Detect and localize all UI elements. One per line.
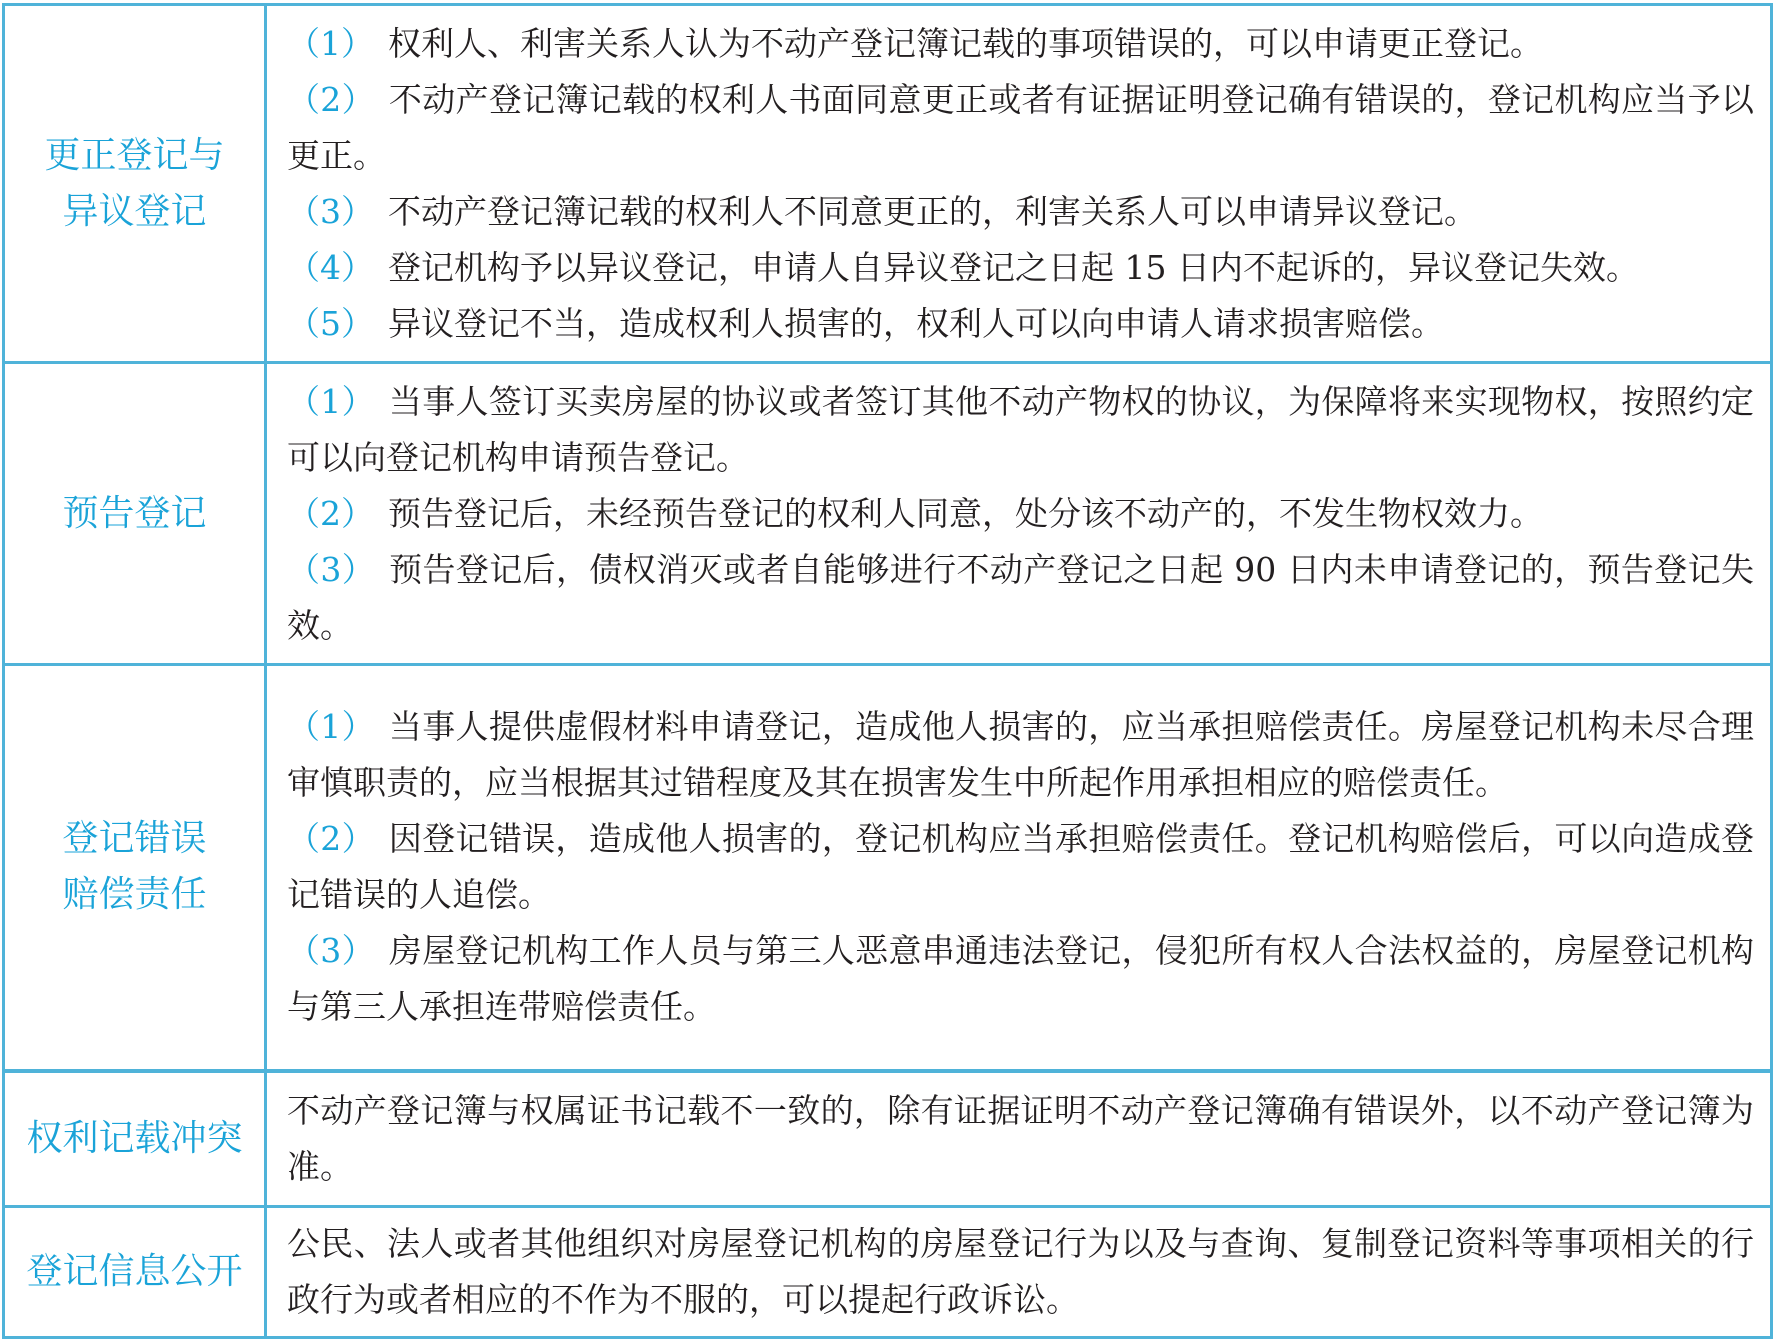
clause-item [287, 16, 1754, 72]
registration-rules-table [2, 3, 1773, 1339]
clause-number: （2） [287, 493, 374, 533]
clause-item [287, 296, 1754, 352]
table-row [4, 1207, 1772, 1338]
clause-text: 预告登记后，债权消灭或者自能够进行不动产登记之日起 90 日内未申请登记的，预告登记失效。 [287, 549, 1754, 645]
clause-number: （3） [287, 931, 375, 971]
clause-item [287, 184, 1754, 240]
topic-label-line: 登记信息公开 [26, 1251, 243, 1292]
clause-text: 异议登记不当，造成权利人损害的，权利人可以向申请人请求损害赔偿。 [388, 303, 1444, 343]
clause-number: （1） [287, 23, 374, 63]
clause-item [287, 240, 1754, 296]
clause-text: 不动产登记簿记载的权利人不同意更正的，利害关系人可以申请异议登记。 [388, 191, 1477, 231]
clause-text: 房屋登记机构工作人员与第三人恶意串通违法登记，侵犯所有权人合法权益的，房屋登记机构与第三人承担连带赔偿责任。 [287, 931, 1754, 1027]
clause-number: （3） [287, 191, 374, 231]
clause-item [287, 699, 1754, 811]
clause-item [287, 542, 1754, 654]
topic-label-line: 赔偿责任 [62, 874, 207, 916]
clause-number: （5） [287, 303, 374, 343]
clause-text: 当事人签订买卖房屋的协议或者签订其他不动产物权的协议，为保障将来实现物权，按照约定可以向登记机构申请预告登记。 [287, 381, 1754, 477]
topic-cell-advance-notice [4, 363, 266, 665]
clause-number: （3） [287, 549, 376, 589]
topic-label-line: 登记错误 [62, 818, 207, 860]
row-text: 公民、法人或者其他组织对房屋登记机构的房屋登记行为以及与查询、复制登记资料等事项相关的行政行为或者相应的不作为不服的，可以提起行政诉讼。 [287, 1224, 1754, 1319]
content-cell [266, 363, 1772, 665]
topic-label-line: 更正登记与 [44, 134, 225, 176]
row-text: 不动产登记簿与权属证书记载不一致的，除有证据证明不动产登记簿确有错误外，以不动产登记簿为准。 [287, 1090, 1754, 1186]
clause-item [287, 374, 1754, 486]
clause-number: （2） [287, 79, 375, 119]
table-row [4, 665, 1772, 1071]
topic-label-line: 预告登记 [62, 492, 207, 534]
content-cell [266, 1207, 1772, 1338]
clause-item [287, 811, 1754, 923]
clause-number: （4） [287, 247, 374, 287]
topic-cell-record-conflict [4, 1071, 266, 1207]
clause-text: 权利人、利害关系人认为不动产登记簿记载的事项错误的，可以申请更正登记。 [388, 23, 1543, 63]
table-row [4, 5, 1772, 363]
clause-number: （1） [287, 707, 375, 747]
clause-number: （2） [287, 819, 375, 859]
clause-number: （1） [287, 381, 375, 421]
content-cell [266, 665, 1772, 1071]
clause-text: 预告登记后，未经预告登记的权利人同意，处分该不动产的，不发生物权效力。 [388, 493, 1543, 533]
clause-text: 当事人提供虚假材料申请登记，造成他人损害的，应当承担赔偿责任。房屋登记机构未尽合理审慎职责的，应当根据其过错程度及其在损害发生中所起作用承担相应的赔偿责任。 [287, 707, 1754, 803]
topic-label-line: 权利记载冲突 [26, 1117, 243, 1159]
topic-label-line: 异议登记 [62, 190, 207, 232]
clause-item [287, 72, 1754, 184]
table-row [4, 363, 1772, 665]
content-cell [266, 1071, 1772, 1207]
clause-text: 登记机构予以异议登记，申请人自异议登记之日起 15 日内不起诉的，异议登记失效。 [388, 247, 1639, 287]
clause-item [287, 923, 1754, 1035]
clause-text: 不动产登记簿记载的权利人书面同意更正或者有证据证明登记确有错误的，登记机构应当予以更正。 [287, 79, 1754, 175]
topic-cell-correction-objection [4, 5, 266, 363]
topic-cell-information-disclosure [4, 1207, 266, 1338]
clause-item [287, 486, 1754, 542]
clause-text: 因登记错误，造成他人损害的，登记机构应当承担赔偿责任。登记机构赔偿后，可以向造成登记错误的人追偿。 [287, 819, 1754, 915]
table-row [4, 1071, 1772, 1207]
content-cell [266, 5, 1772, 363]
registration-rules-sheet [2, 3, 1773, 1339]
topic-cell-registration-error-liability [4, 665, 266, 1071]
